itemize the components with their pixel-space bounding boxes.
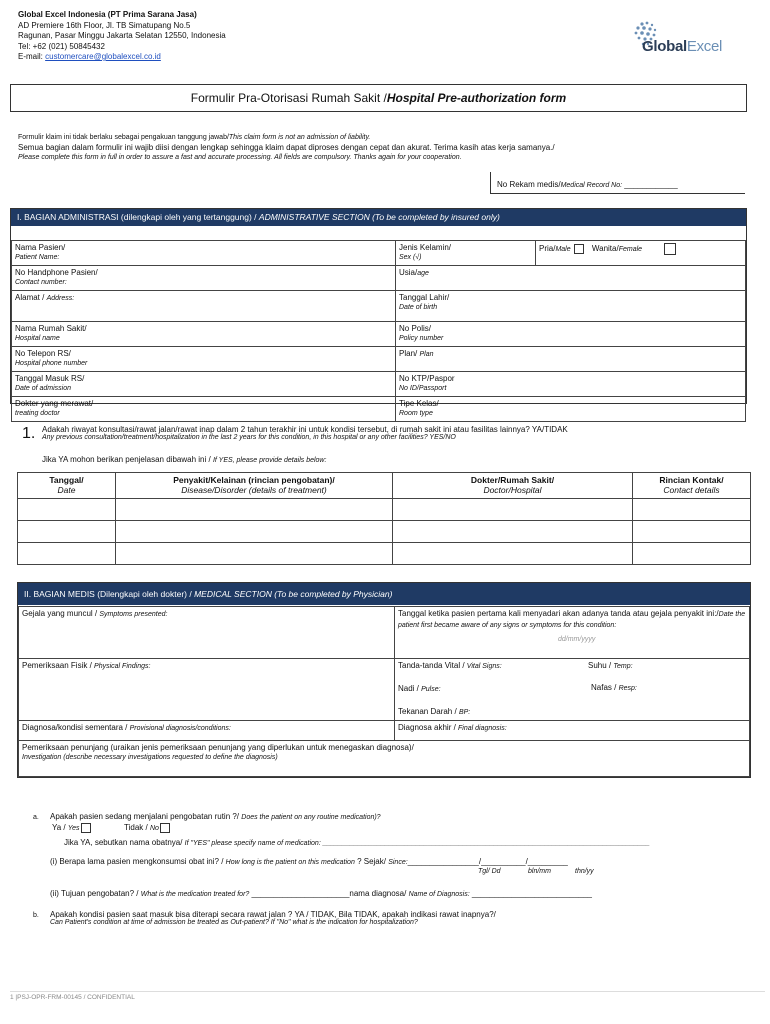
hospital-phone-field[interactable]: No Telepon RS/ Hospital phone number [12,347,396,372]
form-title [10,84,747,112]
male-option[interactable]: Pria/Male [539,244,584,253]
hospital-name-field[interactable]: Nama Rumah Sakit/ Hospital name [12,322,396,347]
record-blank: ____________ [622,180,678,189]
treating-doctor-field[interactable]: Dokter yang merawat/ treating doctor [12,397,396,422]
table-row[interactable] [18,543,751,565]
table-row [19,721,750,741]
plan-field[interactable]: Plan/ Plan [396,347,746,372]
question-a-text: Apakah pasien sedang menjalani pengobatan rutin ?/ Does the patient on any routine medication)? [50,812,381,821]
year-hint: thn/yy [575,868,594,875]
table-row [19,741,750,777]
question-1 [42,425,742,441]
provisional-diagnosis-field[interactable]: Diagnosa/kondisi sementara / Provisional diagnosis/conditions: [19,721,395,741]
table-row [12,347,746,372]
question-1-number: 1. [22,425,36,442]
month-hint: bln/mm [528,868,551,875]
email-label: E-mail: [18,52,46,61]
yes-checkbox[interactable] [81,823,91,833]
admission-date-field[interactable]: Tanggal Masuk RS/ Date of admission [12,372,396,397]
date-placeholder: dd/mm/yyyy [558,636,596,643]
section-1-heading: I. BAGIAN ADMINISTRASI (dilengkapi oleh yang tertanggung) / ADMINISTRATIVE SECTION (To be completed by insured only) [11,209,746,226]
admin-table [11,240,746,422]
section-2-heading: II. BAGIAN MEDIS (Dilengkapi oleh dokter) / MEDICAL SECTION (To be completed by Physician) [18,583,750,605]
company-email-line [18,52,226,63]
global-excel-logo [612,16,742,60]
medical-section [17,582,751,778]
question-1-text: Adakah riwayat konsultasi/rawat jalan/rawat inap dalam 2 tahun terakhir ini untuk kondisi tersebut, di rumah sakit ini atau fasilitas lainnya? YA/TIDAK [42,425,568,434]
no-option[interactable]: Tidak / No [124,823,170,833]
no-checkbox[interactable] [160,823,170,833]
question-b [50,910,740,926]
table-row [19,659,750,721]
question-1-ifyes: Jika YA mohon berikan penjelasan dibawah ini / If YES, please provide details below: [42,455,327,464]
table-row[interactable] [18,521,751,543]
final-diagnosis-field[interactable]: Diagnosa akhir / Final diagnosis: [395,721,750,741]
male-checkbox[interactable] [574,244,584,254]
email-link[interactable]: customercare@globalexcel.co.id [45,52,161,61]
intro-line-1: Formulir klaim ini tidak berlaku sebagai pengakuan tanggung jawab/ [18,134,229,141]
age-field[interactable]: Usia/age [396,266,746,291]
intro-line-1-en: This claim form is not an admission of liability. [228,134,371,141]
female-checkbox[interactable] [664,243,676,255]
first-aware-field[interactable]: Tanggal ketika pasien pertama kali menyadari akan adanya tanda atau gejala penyakit ini:/Date the patient first became aware of any signs or symptoms for this condition: dd/mm/yyyy [395,607,750,659]
table-row [19,607,750,659]
col-disease-header: Penyakit/Kelainan (rincian pengobatan)/ Disease/Disorder (details of treatment) [116,473,393,499]
record-label-en: Medical Record No: [560,182,623,189]
logo-wordmark: GlobalExcel [642,38,723,55]
female-option[interactable]: Wanita/Female [592,244,676,253]
sex-options [536,241,746,266]
table-row [12,241,746,266]
day-hint: Tgl/ Dd [478,868,501,875]
id-passport-field[interactable]: No KTP/Paspor No ID/Passport [396,372,746,397]
footer-divider [10,991,765,992]
intro-line-3: Please complete this form in full in order to assure a fast and accurate processing. All fields are compulsory. Thanks again for your cooperation. [18,154,462,161]
col-date-header: Tanggal/ Date [18,473,116,499]
col-contact-header: Rincian Kontak/ Contact details [633,473,751,499]
dob-field[interactable]: Tanggal Lahir/ Date of birth [396,291,746,322]
company-address-2: Ragunan, Pasar Minggu Jakarta Selatan 12550, Indonesia [18,31,226,40]
table-row [12,397,746,422]
vital-signs-field[interactable]: Tanda-tanda Vital / Vital Signs: Suhu / Temp: Nadi / Pulse: Nafas / Resp: Tekanan Darah / BP: [395,659,750,721]
medication-duration-line[interactable]: (i) Berapa lama pasien mengkonsumsi obat ini? / How long is the patient on this medication ? Sejak/ Since:________________/__________/_________ [50,857,568,866]
company-address-1: AD Premiere 16th Floor, Jl. TB Simatupang No.5 [18,20,191,30]
question-1-text-en: Any previous consultation/treatment/hospitalization in the last 2 years for this condition, in this hospital or any other facilities? YES/NO [42,434,456,441]
yes-option[interactable]: Ya / Yes [52,823,91,833]
medical-record-field[interactable] [490,172,745,194]
table-row [12,372,746,397]
title-main: Formulir Pra-Otorisasi Rumah Sakit / [190,91,387,105]
table-row [12,322,746,347]
policy-number-field[interactable]: No Polis/ Policy number [396,322,746,347]
company-header [18,10,226,63]
table-row [12,291,746,322]
company-name: Global Excel Indonesia (PT Prima Sarana Jasa) [18,10,197,19]
medication-name-line[interactable]: Jika YA, sebutkan nama obatnya/ If "YES" please specify name of medication: ____________________________________________________________________________________ [64,838,650,847]
room-type-field[interactable]: Tipe Kelas/ Room type [396,397,746,422]
phone-field[interactable]: No Handphone Pasien/ Contact number: [12,266,396,291]
patient-name-field[interactable]: Nama Pasien/ Patient Name: [12,241,396,266]
address-field[interactable]: Alamat / Address: [12,291,396,322]
question-b-text: Apakah kondisi pasien saat masuk bisa diterapi secara rawat jalan ? YA / TIDAK, Bila TIDAK, apakah indikasi rawat inapnya?/ [50,910,496,919]
question-b-text-en: Can Patient's condition at time of admission be treated as Out-patient? If "No" what is the indication for hospitalization? [50,919,418,926]
question-b-number: b. [33,912,39,919]
company-tel: Tel: +62 (021) 50845432 [18,41,105,51]
sex-field: Jenis Kelamin/ Sex (√) [396,241,536,266]
table-row [12,266,746,291]
medication-purpose-line[interactable]: (ii) Tujuan pengobatan? / What is the medication treated for? ______________________nama diagnosa/ Name of Diagnosis: ___________________________ [50,889,593,898]
col-doctor-header: Dokter/Rumah Sakit/ Doctor/Hospital [393,473,633,499]
symptoms-field[interactable]: Gejala yang muncul / Symptoms presented: [19,607,395,659]
question-a-number: a. [33,814,39,821]
intro-line-2: Semua bagian dalam formulir ini wajib diisi dengan lengkap sehingga klaim dapat diproses dengan cepat dan akurat. Terima kasih atas kerja samanya./ [18,143,555,152]
title-en: Hospital Pre-authorization form [386,91,567,105]
record-label: No Rekam medis/ [497,180,561,189]
administrative-section [10,208,747,417]
intro-text [18,133,748,163]
investigation-field[interactable]: Pemeriksaan penunjang (uraikan jenis pemeriksaan penunjang yang diperlukan untuk menegaskan diagnosa)/ Investigation (describe necessary investigations requested to define the diagnosis) [19,741,750,777]
footer-confidential: 1 |PSJ-OPR-FRM-00145 / CONFIDENTIAL [10,994,135,1001]
medical-table [18,606,750,777]
table-header-row [18,473,751,499]
physical-findings-field[interactable]: Pemeriksaan Fisik / Physical Findings: [19,659,395,721]
consultation-history-table [17,472,751,565]
table-row[interactable] [18,499,751,521]
